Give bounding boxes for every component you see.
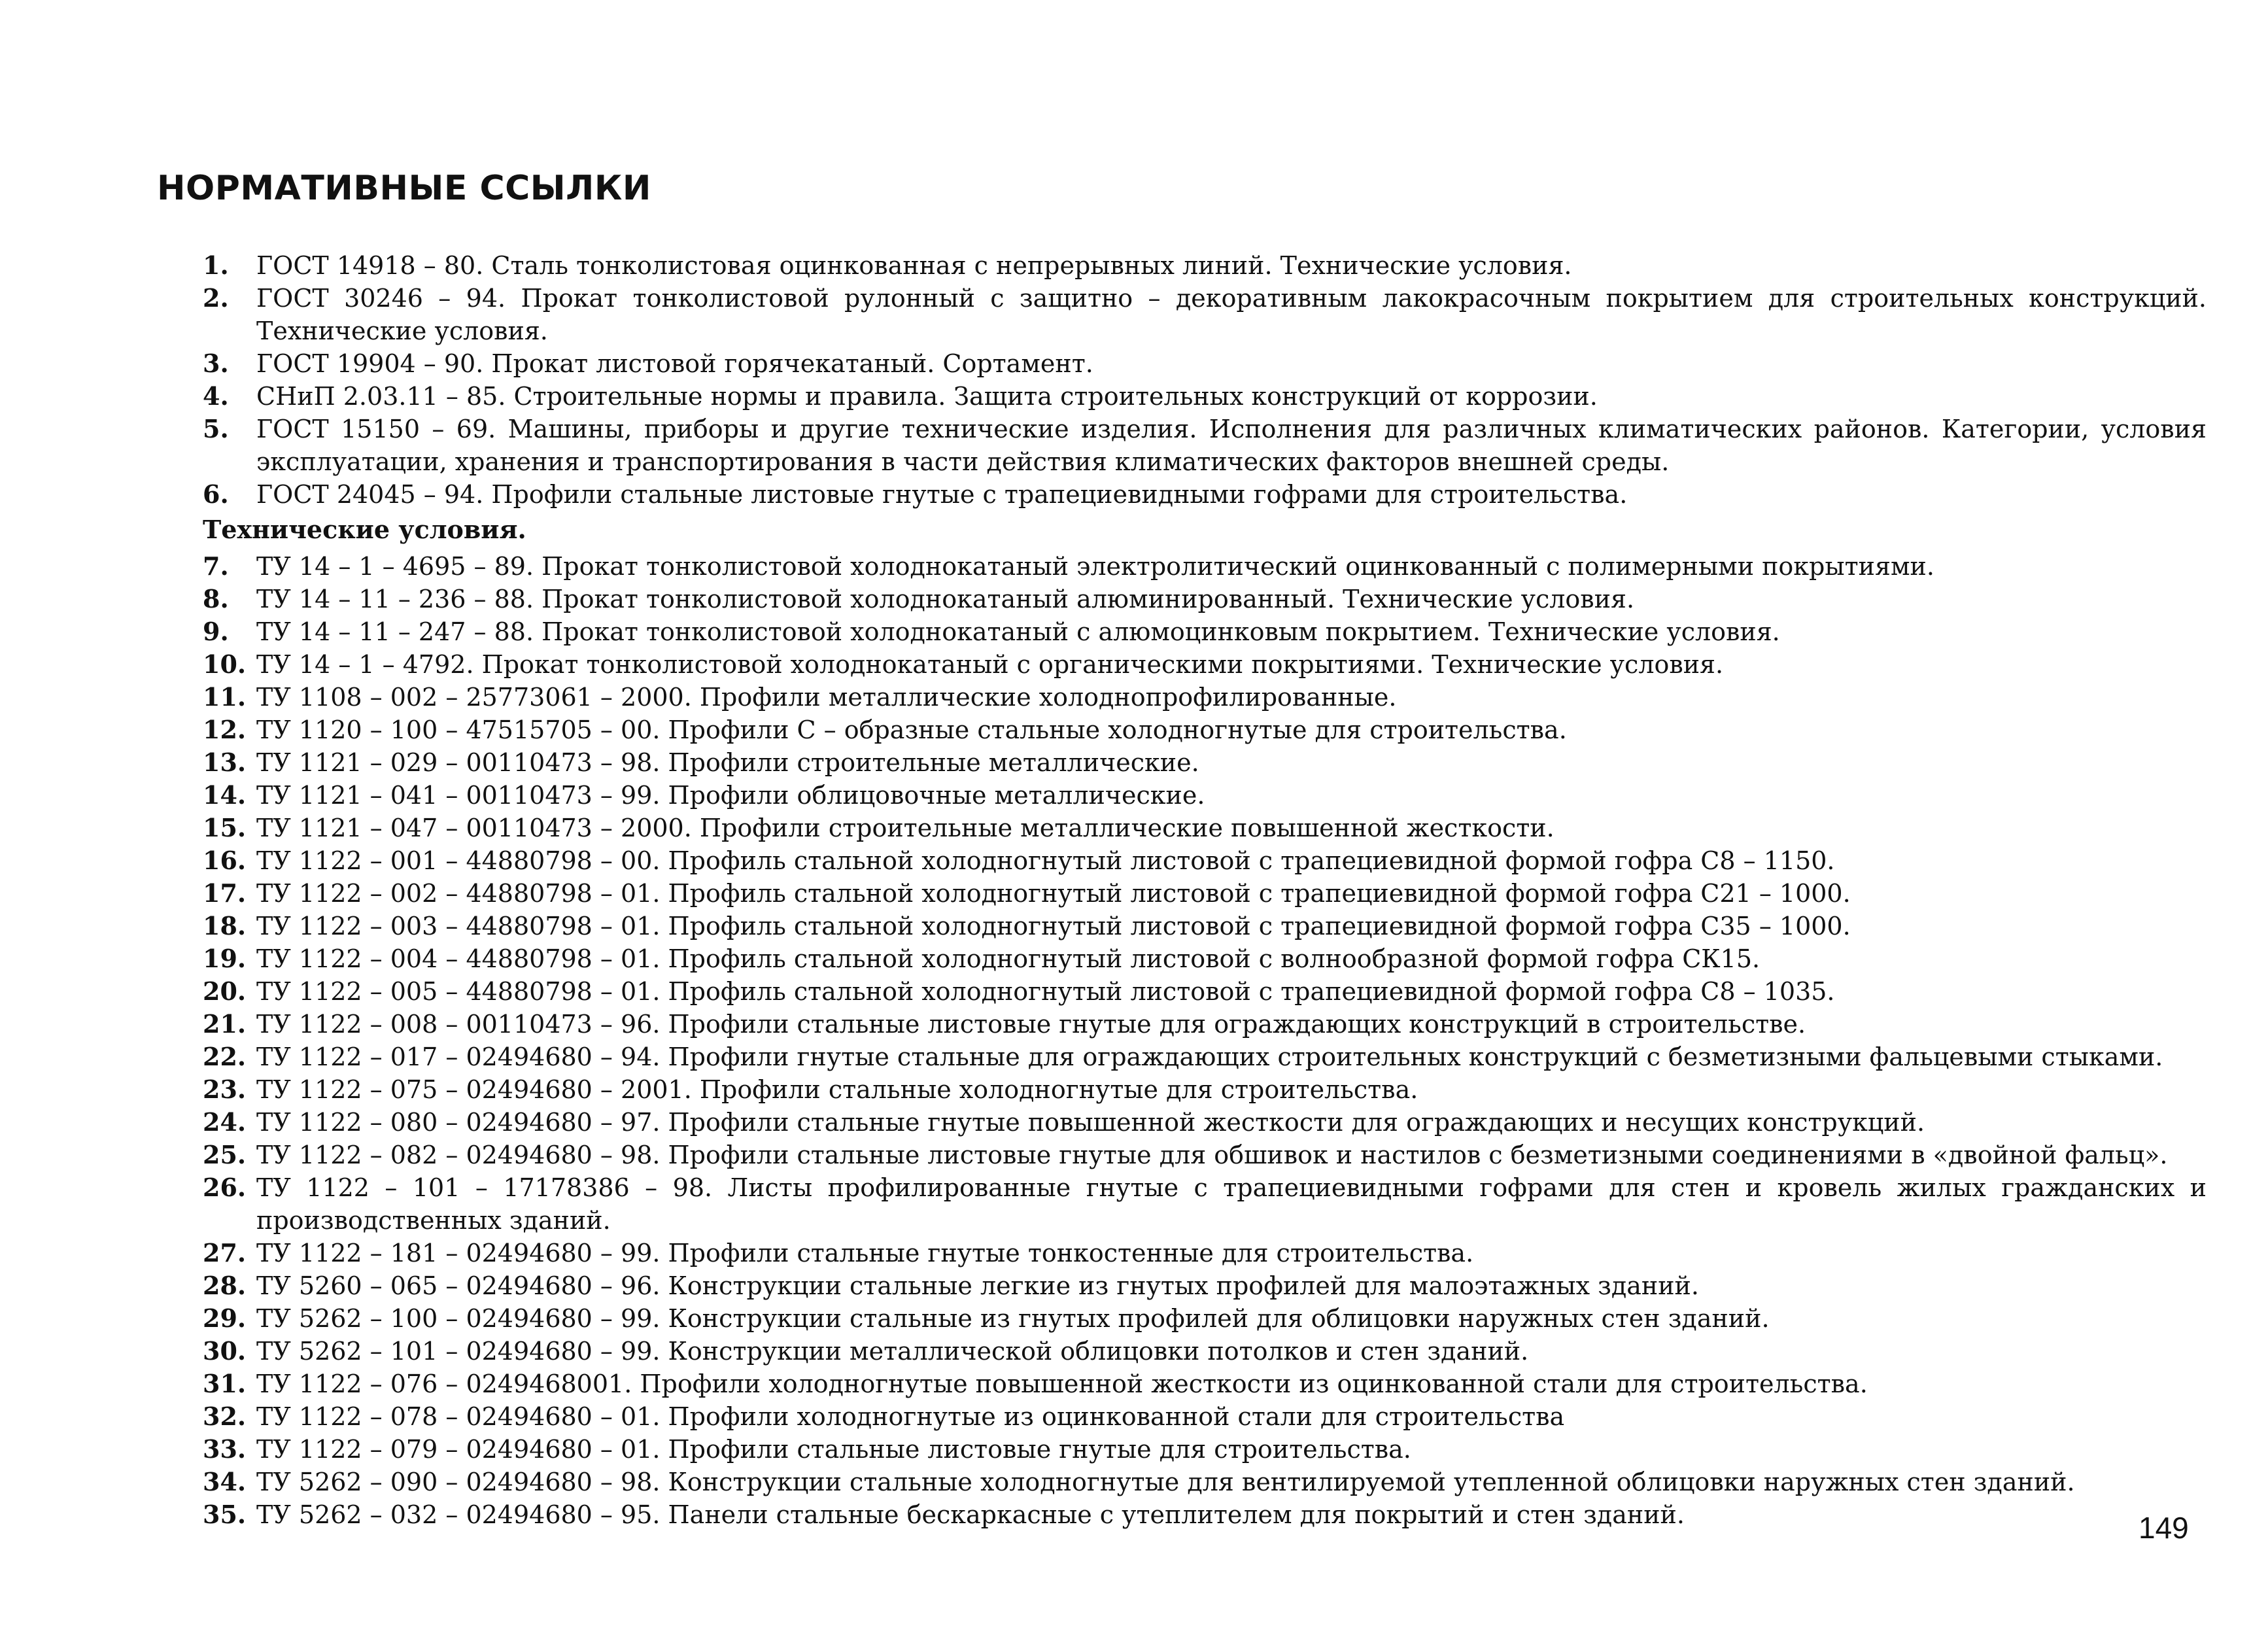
reference-number: 29. — [203, 1303, 247, 1333]
reference-number: 21. — [203, 1009, 247, 1039]
reference-text: ГОСТ 24045 – 94. Профили стальные листовые гнутые с трапециевидными гофрами для строительства. — [256, 480, 1628, 509]
reference-number: 10. — [203, 649, 247, 679]
page-title: НОРМАТИВНЫЕ ССЫЛКИ — [157, 169, 651, 208]
reference-number: 32. — [203, 1402, 247, 1431]
reference-item — [203, 1335, 2207, 1368]
reference-number: 18. — [203, 911, 247, 940]
reference-item — [203, 282, 2207, 347]
reference-text: ГОСТ 19904 – 90. Прокат листовой горячекатаный. Сортамент. — [256, 349, 1093, 378]
reference-text: ТУ 1108 – 002 – 25773061 – 2000. Профили металлические холоднопрофилированные. — [256, 683, 1397, 712]
reference-item — [203, 779, 2207, 812]
reference-item — [203, 1433, 2207, 1466]
reference-text: ТУ 1121 – 047 – 00110473 – 2000. Профили строительные металлические повышенной жесткости. — [256, 814, 1555, 842]
reference-item — [203, 910, 2207, 942]
reference-item — [203, 478, 2207, 511]
reference-text: ТУ 14 – 11 – 247 – 88. Прокат тонколистовой холоднокатаный с алюмоцинковым покрытием. Технические условия. — [256, 617, 1780, 646]
reference-item — [203, 648, 2207, 681]
reference-text: СНиП 2.03.11 – 85. Строительные нормы и правила. Защита строительных конструкций от коррозии. — [256, 382, 1598, 411]
reference-number: 26. — [203, 1173, 247, 1202]
reference-number: 34. — [203, 1467, 247, 1496]
reference-item — [203, 583, 2207, 615]
reference-number: 28. — [203, 1271, 247, 1300]
reference-text: ТУ 1122 – 001 – 44880798 – 00. Профиль стальной холодногнутый листовой с трапециевидной формой гофра С8 – 1150. — [256, 846, 1835, 875]
reference-number: 35. — [203, 1500, 247, 1529]
reference-text: ТУ 1122 – 101 – 17178386 – 98. Листы профилированные гнутые с трапециевидными гофрами для стен и кровель жилых гражданских и производственных зданий. — [256, 1173, 2207, 1235]
reference-item — [203, 1171, 2207, 1237]
reference-text: ТУ 1122 – 003 – 44880798 – 01. Профиль стальной холодногнутый листовой с трапециевидной формой гофра С35 – 1000. — [256, 912, 1851, 940]
page-number: 149 — [2139, 1511, 2189, 1545]
reference-item — [203, 1073, 2207, 1106]
reference-text: ТУ 5262 – 090 – 02494680 – 98. Конструкции стальные холодногнутые для вентилируемой утепленной облицовки наружных стен зданий. — [256, 1468, 2075, 1496]
reference-number: 8. — [203, 584, 229, 613]
reference-number: 24. — [203, 1107, 247, 1137]
reference-text: ГОСТ 30246 – 94. Прокат тонколистовой рулонный с защитно – декоративным лакокрасочным покрытием для строительных конструкций. Технические условия. — [256, 284, 2207, 345]
reference-number: 13. — [203, 748, 247, 777]
reference-number: 30. — [203, 1336, 247, 1366]
reference-text: ТУ 1122 – 002 – 44880798 – 01. Профиль стальной холодногнутый листовой с трапециевидной формой гофра С21 – 1000. — [256, 879, 1851, 908]
reference-text: ТУ 1122 – 181 – 02494680 – 99. Профили стальные гнутые тонкостенные для строительства. — [256, 1239, 1474, 1267]
reference-item — [203, 877, 2207, 910]
reference-number: 16. — [203, 846, 247, 875]
reference-text: ГОСТ 14918 – 80. Сталь тонколистовая оцинкованная с непрерывных линий. Технические условия. — [256, 251, 1572, 280]
reference-item — [203, 681, 2207, 714]
reference-item — [203, 1368, 2207, 1400]
reference-item — [203, 1139, 2207, 1171]
reference-number: 12. — [203, 715, 247, 744]
reference-item — [203, 347, 2207, 380]
reference-text: ТУ 1122 – 008 – 00110473 – 96. Профили стальные листовые гнутые для ограждающих конструкций в строительстве. — [256, 1010, 1806, 1039]
reference-text: ТУ 14 – 1 – 4695 – 89. Прокат тонколистовой холоднокатаный электролитический оцинкованный с полимерными покрытиями. — [256, 552, 1934, 581]
reference-number: 6. — [203, 479, 229, 509]
reference-number: 14. — [203, 780, 247, 810]
reference-number: 3. — [203, 349, 229, 378]
reference-number: 2. — [203, 283, 229, 313]
reference-item — [203, 1237, 2207, 1269]
reference-number: 9. — [203, 617, 229, 646]
reference-number: 15. — [203, 813, 247, 842]
reference-item — [203, 1498, 2207, 1531]
reference-text: ТУ 1120 – 100 – 47515705 – 00. Профили С – образные стальные холодногнутые для строительства. — [256, 715, 1567, 744]
reference-text: ТУ 1122 – 079 – 02494680 – 01. Профили стальные листовые гнутые для строительства. — [256, 1435, 1411, 1464]
reference-item — [203, 975, 2207, 1008]
reference-item — [203, 746, 2207, 779]
reference-number: 20. — [203, 976, 247, 1006]
reference-item — [203, 1269, 2207, 1302]
reference-number: 31. — [203, 1369, 247, 1398]
reference-item — [203, 1466, 2207, 1498]
reference-item — [203, 844, 2207, 877]
reference-number: 25. — [203, 1140, 247, 1169]
reference-number: 22. — [203, 1042, 247, 1071]
reference-text: ТУ 1122 – 005 – 44880798 – 01. Профиль стальной холодногнутый листовой с трапециевидной формой гофра С8 – 1035. — [256, 977, 1835, 1006]
reference-number: 19. — [203, 944, 247, 973]
reference-text: ТУ 1122 – 080 – 02494680 – 97. Профили стальные гнутые повышенной жесткости для ограждающих и несущих конструкций. — [256, 1108, 1925, 1137]
reference-number: 11. — [203, 682, 247, 712]
reference-text: ТУ 1122 – 017 – 02494680 – 94. Профили гнутые стальные для ограждающих строительных конструкций с безметизными фальцевыми стыками. — [256, 1043, 2163, 1071]
reference-text: ТУ 14 – 11 – 236 – 88. Прокат тонколистовой холоднокатаный алюминированный. Технические условия. — [256, 585, 1635, 613]
reference-item — [203, 812, 2207, 844]
reference-item — [203, 1400, 2207, 1433]
reference-number: 7. — [203, 551, 229, 581]
reference-number: 27. — [203, 1238, 247, 1267]
reference-text: ТУ 5262 – 032 – 02494680 – 95. Панели стальные бескаркасные с утеплителем для покрытий и стен зданий. — [256, 1500, 1685, 1529]
reference-text: ТУ 14 – 1 – 4792. Прокат тонколистовой холоднокатаный с органическими покрытиями. Технические условия. — [256, 650, 1724, 679]
reference-item — [203, 380, 2207, 413]
reference-number: 17. — [203, 878, 247, 908]
reference-number: 5. — [203, 414, 229, 443]
reference-item — [203, 942, 2207, 975]
reference-text: ТУ 1122 – 078 – 02494680 – 01. Профили холодногнутые из оцинкованной стали для строительства — [256, 1402, 1565, 1431]
reference-text: ТУ 1122 – 004 – 44880798 – 01. Профиль стальной холодногнутый листовой с волнообразной формой гофра СК15. — [256, 944, 1761, 973]
reference-text: ТУ 1122 – 075 – 02494680 – 2001. Профили стальные холодногнутые для строительства. — [256, 1075, 1418, 1104]
reference-item — [203, 1041, 2207, 1073]
reference-item — [203, 1302, 2207, 1335]
reference-number: 4. — [203, 381, 229, 411]
reference-number: 23. — [203, 1075, 247, 1104]
reference-text: ТУ 1122 – 082 – 02494680 – 98. Профили стальные листовые гнутые для обшивок и настилов с безметизными соединениями в «двойной фальц». — [256, 1141, 2168, 1169]
reference-list — [203, 249, 2207, 1531]
reference-text: ТУ 1121 – 041 – 00110473 – 99. Профили облицовочные металлические. — [256, 781, 1205, 810]
reference-item — [203, 615, 2207, 648]
reference-item — [203, 249, 2207, 282]
reference-text: ТУ 5262 – 101 – 02494680 – 99. Конструкции металлической облицовки потолков и стен зданий. — [256, 1337, 1529, 1366]
reference-number: 33. — [203, 1434, 247, 1464]
reference-text: ТУ 1122 – 076 – 0249468001. Профили холодногнутые повышенной жесткости из оцинкованной стали для строительства. — [256, 1370, 1868, 1398]
reference-text: ТУ 1121 – 029 – 00110473 – 98. Профили строительные металлические. — [256, 748, 1199, 777]
reference-text: ТУ 5260 – 065 – 02494680 – 96. Конструкции стальные легкие из гнутых профилей для малоэтажных зданий. — [256, 1271, 1699, 1300]
reference-text: ГОСТ 15150 – 69. Машины, приборы и другие технические изделия. Исполнения для различных климатических районов. Категории, условия эксплуатации, хранения и транспортирования в части действия климатических факторов внешней среды. — [256, 415, 2207, 476]
reference-number: 1. — [203, 250, 229, 280]
section-subheading: Технические условия. — [203, 515, 526, 544]
reference-item — [203, 714, 2207, 746]
reference-item — [203, 413, 2207, 478]
reference-item — [203, 550, 2207, 583]
reference-text: ТУ 5262 – 100 – 02494680 – 99. Конструкции стальные из гнутых профилей для облицовки наружных стен зданий. — [256, 1304, 1770, 1333]
reference-item — [203, 1008, 2207, 1041]
reference-item — [203, 1106, 2207, 1139]
